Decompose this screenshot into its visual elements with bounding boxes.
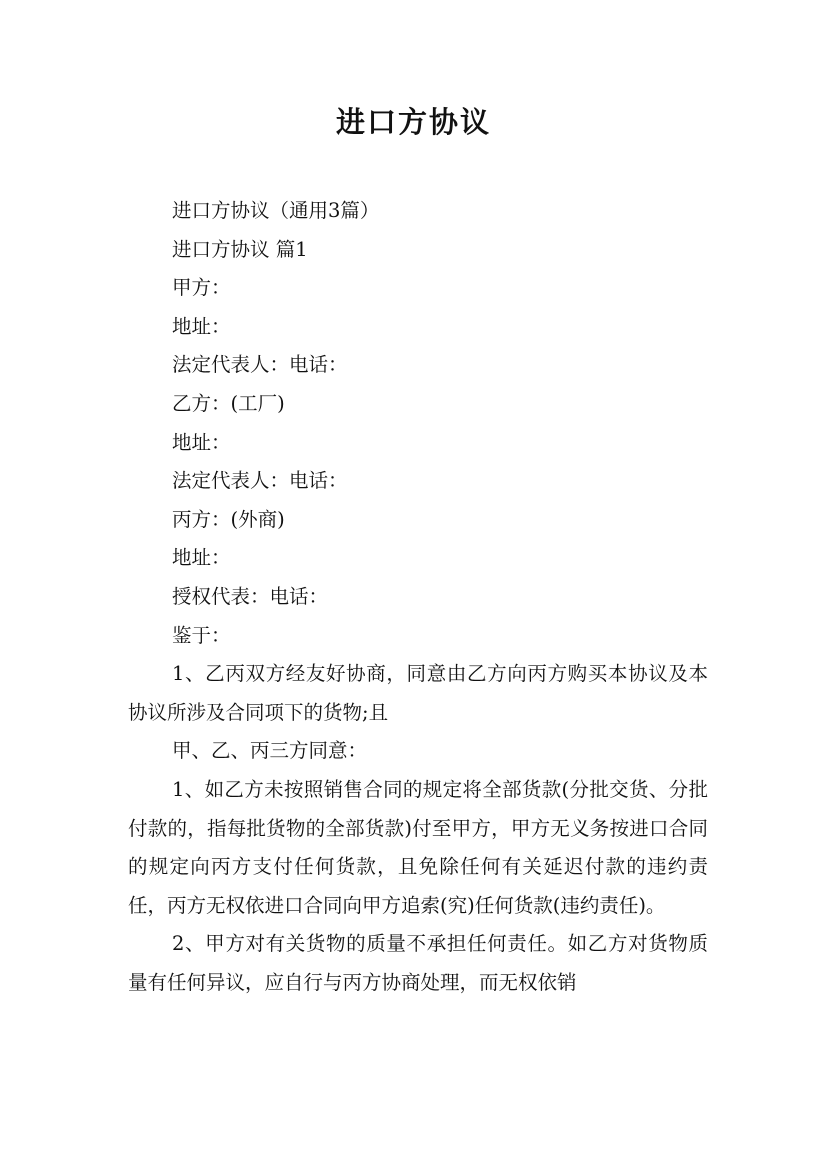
paragraph-party-a: 甲方：	[172, 276, 231, 300]
paragraph-party-c: 丙方：(外商)	[172, 507, 285, 531]
document-title: 进口方协议	[335, 105, 491, 139]
paragraph-clause-1: 1、如乙方未按照销售合同的规定将全部货款(分批交货、分批付款的，指每批货物的全部货款)付至甲方，甲方无义务按进口合同的规定向丙方支付任何货款，且免除任何有关延迟付款的违约责任，丙方无权依进口合同向甲方追索(究)任何货款(违约责任)。	[128, 777, 708, 917]
paragraph-party-c-address: 地址：	[172, 546, 231, 570]
paragraph-section-heading: 进口方协议 篇1	[172, 237, 308, 261]
paragraph-whereas-clause-1: 1、乙丙双方经友好协商，同意由乙方向丙方购买本协议及本协议所涉及合同项下的货物;且	[128, 662, 708, 724]
paragraph-party-a-address: 地址：	[172, 314, 231, 338]
paragraph-party-a-representative: 法定代表人：电话：	[172, 353, 348, 377]
document-body	[128, 192, 708, 1002]
paragraph-clause-2: 2、甲方对有关货物的质量不承担任何责任。如乙方对货物质量有任何异议，应自行与丙方协商处理，而无权依销	[128, 932, 708, 994]
paragraph-whereas: 鉴于：	[172, 623, 231, 647]
paragraph-party-b-representative: 法定代表人：电话：	[172, 469, 348, 493]
paragraph-party-b-address: 地址：	[172, 430, 231, 454]
paragraph-party-b: 乙方：(工厂)	[172, 391, 285, 415]
paragraph-party-c-representative: 授权代表：电话：	[172, 584, 329, 608]
paragraph-subtitle: 进口方协议（通用3篇）	[172, 199, 380, 222]
paragraph-agreement-intro: 甲、乙、丙三方同意：	[172, 739, 368, 763]
